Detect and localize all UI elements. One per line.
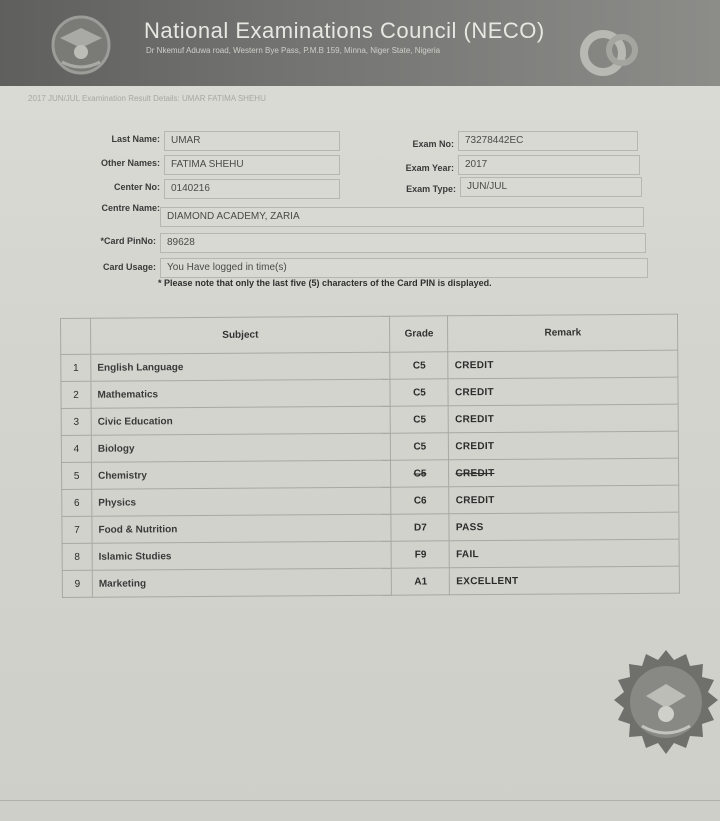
grade-header: Grade	[390, 316, 448, 352]
other-names-label: Other Names:	[100, 158, 160, 168]
centre-name-label: Centre Name:	[101, 203, 160, 213]
table-row	[61, 350, 678, 381]
table-row	[62, 539, 679, 570]
table-row	[62, 512, 679, 543]
table-row	[62, 566, 679, 597]
subject-cell: Biology	[91, 433, 391, 462]
exam-no-label: Exam No:	[412, 139, 454, 149]
header-address: Dr Nkemuf Aduwa road, Western Bye Pass, P.M.B 159, Minna, Niger State, Nigeria	[146, 46, 441, 55]
table-row	[61, 404, 678, 435]
decorative-ring-small	[606, 34, 638, 66]
grade-cell: D7	[391, 514, 449, 541]
remark-cell: PASS	[449, 512, 679, 541]
exam-year-field: 2017	[458, 155, 640, 175]
results-table	[60, 314, 680, 598]
subject-header: Subject	[90, 316, 390, 354]
card-usage-field: You Have logged in time(s)	[160, 258, 648, 278]
grade-cell: C5	[390, 352, 448, 379]
last-name-label: Last Name:	[111, 134, 160, 144]
exam-type-field: JUN/JUL	[460, 177, 642, 197]
grade-cell: C5	[390, 379, 448, 406]
subject-cell: English Language	[91, 352, 391, 381]
remark-header: Remark	[448, 314, 678, 352]
card-usage-label: Card Usage:	[102, 262, 156, 272]
grade-cell: F9	[392, 541, 450, 568]
remark-cell: CREDIT	[448, 377, 678, 406]
divider	[0, 800, 720, 801]
row-number: 9	[62, 570, 92, 597]
row-number: 7	[62, 516, 92, 543]
header-title: National Examinations Council (NECO)	[144, 18, 545, 43]
remark-cell: CREDIT	[449, 485, 679, 514]
neco-logo-icon	[46, 14, 116, 76]
card-pin-field: 89628	[160, 233, 646, 253]
row-number: 4	[61, 435, 91, 462]
row-number: 2	[61, 381, 91, 408]
other-names-field: FATIMA SHEHU	[164, 155, 340, 175]
exam-year-label: Exam Year:	[405, 163, 454, 173]
table-row	[61, 431, 678, 462]
row-number: 1	[61, 354, 91, 381]
last-name-field: UMAR	[164, 131, 340, 151]
row-number: 8	[62, 543, 92, 570]
row-number: 5	[62, 462, 92, 489]
neco-seal-icon	[612, 648, 720, 758]
remark-cell: CREDIT	[449, 431, 679, 460]
header-banner	[0, 0, 720, 86]
subject-cell: Islamic Studies	[92, 541, 392, 570]
grade-cell: C5	[391, 433, 449, 460]
subject-cell: Food & Nutrition	[92, 514, 392, 543]
centre-name-field: DIAMOND ACADEMY, ZARIA	[160, 207, 644, 227]
remark-cell: EXCELLENT	[450, 566, 680, 595]
table-row	[62, 458, 679, 489]
card-pin-note: * Please note that only the last five (5) characters of the Card PIN is displayed.	[158, 278, 492, 288]
grade-cell: C5	[391, 406, 449, 433]
table-row	[62, 485, 679, 516]
subject-cell: Mathematics	[91, 379, 391, 408]
card-pin-label: *Card PinNo:	[100, 236, 156, 246]
sn-header	[61, 318, 91, 354]
grade-cell: A1	[392, 568, 450, 595]
exam-type-label: Exam Type:	[406, 184, 456, 194]
table-row	[61, 377, 678, 408]
subject-cell: Physics	[92, 487, 392, 516]
grade-cell: C6	[391, 487, 449, 514]
table-header-row	[61, 314, 678, 354]
center-no-label: Center No:	[113, 182, 160, 192]
subject-cell: Civic Education	[91, 406, 391, 435]
grade-cell: C5	[391, 460, 449, 487]
center-no-field: 0140216	[164, 179, 340, 199]
remark-cell: FAIL	[449, 539, 679, 568]
remark-cell: CREDIT	[448, 350, 678, 379]
remark-cell: CREDIT	[449, 458, 679, 487]
subject-cell: Marketing	[92, 568, 392, 597]
remark-cell: CREDIT	[449, 404, 679, 433]
row-number: 3	[61, 408, 91, 435]
subject-cell: Chemistry	[91, 460, 391, 489]
row-number: 6	[62, 489, 92, 516]
breadcrumb: 2017 JUN/JUL Examination Result Details: UMAR FATIMA SHEHU	[28, 94, 266, 103]
exam-no-field: 73278442EC	[458, 131, 638, 151]
